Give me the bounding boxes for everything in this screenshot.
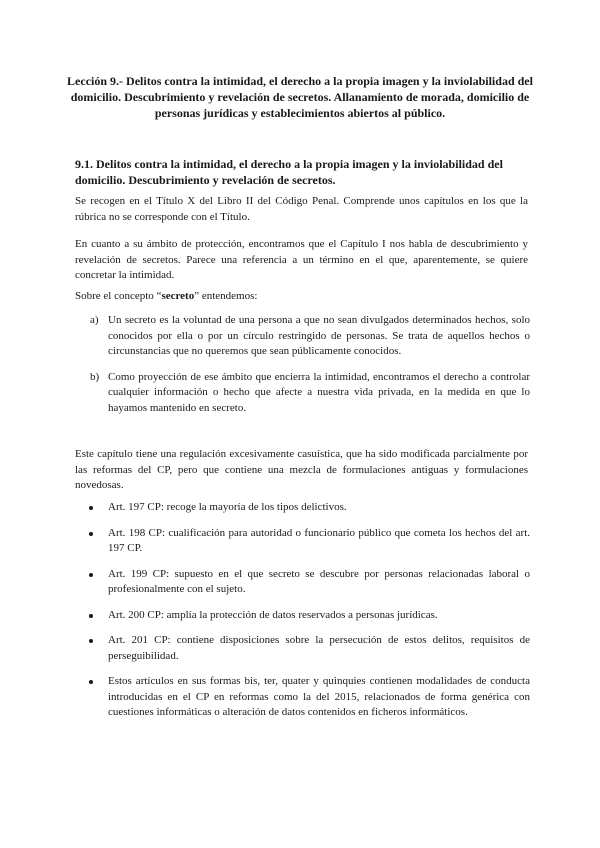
list-item-text: Art. 197 CP: recoge la mayoría de los tipos delictivos. [108, 501, 347, 513]
list-item-text: Como proyección de ese ámbito que encierra la intimidad, encontramos el derecho a controlar cualquier información o hecho que afecte a nuestra vida privada, en la medida en que lo hayamos mantenido en secreto. [108, 370, 530, 414]
paragraph-secreto-post: ” entendemos: [194, 290, 258, 302]
bullet-icon [89, 614, 93, 618]
secreto-term: secreto [161, 290, 195, 302]
list-marker: a) [90, 314, 99, 326]
list-item-text: Art. 201 CP: contiene disposiciones sobre la persecución de estos delitos, requisitos de perseguibilidad. [108, 634, 530, 662]
lesson-title: Lección 9.- Delitos contra la intimidad, el derecho a la propia imagen y la inviolabilidad del domicilio. Descubrimiento y revelación de secretos. Allanamiento de morada, domicilio de personas jurídicas y establecimientos abiertos al público. [67, 74, 533, 120]
list-item [75, 370, 530, 417]
paragraph-secreto-intro [75, 289, 528, 305]
paragraph-1: Se recogen en el Título X del Libro II del Código Penal. Comprende unos capítulos en los que la rúbrica no se corresponde con el Título. [75, 195, 528, 223]
list-item [75, 526, 530, 557]
list-item [75, 567, 530, 598]
bullet-icon [89, 639, 93, 643]
list-item [75, 674, 530, 721]
paragraph-secreto-pre: Sobre el concepto “ [75, 290, 162, 302]
bullet-icon [89, 532, 93, 536]
list-item-text: Art. 200 CP: amplía la protección de datos reservados a personas jurídicas. [108, 608, 438, 621]
bullet-icon [89, 506, 93, 510]
list-item [75, 608, 530, 624]
paragraph-4: Este capítulo tiene una regulación excesivamente casuística, que ha sido modificada parcialmente por las reformas del CP, pero que contiene una mezcla de formulaciones antiguas y formulaciones novedosas. [75, 448, 528, 491]
articles-list [75, 500, 530, 731]
list-item-text: Art. 198 CP: cualificación para autoridad o funcionario público que cometa los hechos del art. 197 CP. [108, 526, 530, 554]
section-title: 9.1. Delitos contra la intimidad, el derecho a la propia imagen y la inviolabilidad del domicilio. Descubrimiento y revelación de secretos. [75, 157, 503, 187]
paragraph-2: En cuanto a su ámbito de protección, encontramos que el Capítulo I nos habla de descubrimiento y revelación de secretos. Parece una referencia a un término en el que, aparentemente, se quiere concretar la intimidad. [75, 238, 528, 281]
list-item [75, 500, 530, 516]
bullet-icon [89, 680, 93, 684]
list-item [75, 633, 530, 664]
list-item-text: Un secreto es la voluntad de una persona a que no sean divulgados determinados hechos, solo conocidos por ella o por un círculo restringido de personas. Se trata de aquellos hechos o circunstancias que no queremos que sean públicamente conocidos. [108, 314, 530, 357]
bullet-icon [89, 573, 93, 577]
list-marker: b) [90, 370, 100, 383]
secreto-definitions-list [75, 313, 530, 426]
list-item [75, 313, 530, 360]
list-item-text: Estos artículos en sus formas bis, ter, quater y quinquies contienen modalidades de conducta introducidas en el CP en reformas como la del 2015, relacionados de forma genérica con cuestiones informáticas o alteración de datos contenidos en ficheros informáticos. [108, 675, 530, 718]
list-item-text: Art. 199 CP: supuesto en el que secreto se descubre por personas relacionadas laboral o profesionalmente con el sujeto. [108, 567, 530, 595]
